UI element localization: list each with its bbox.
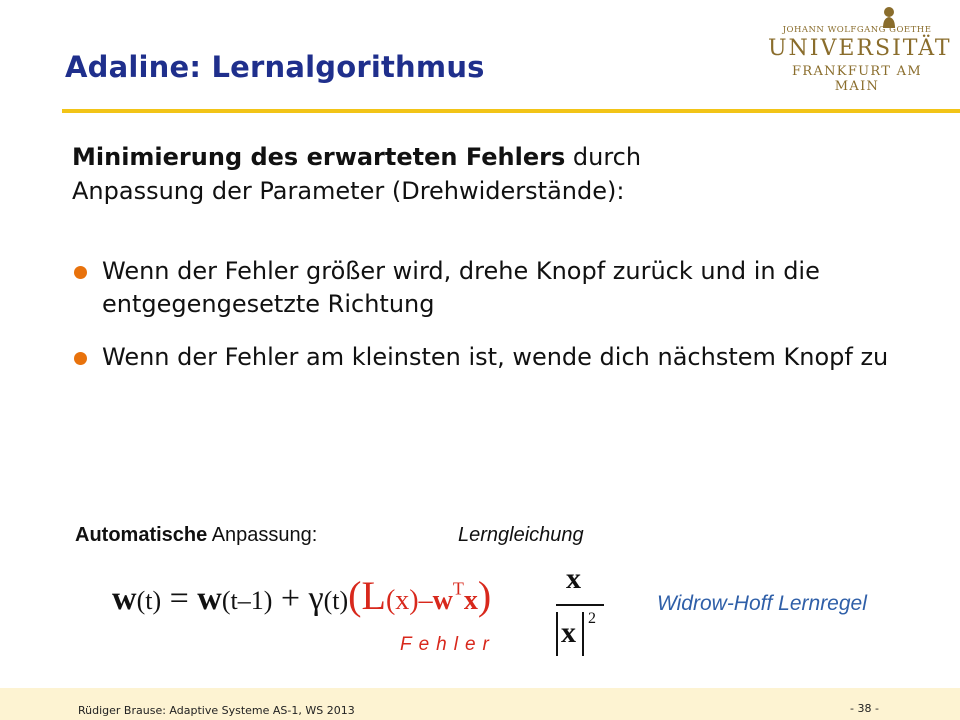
logo-university: UNIVERSITÄT bbox=[768, 36, 952, 61]
formula-fraction bbox=[556, 562, 620, 662]
formula-red-close: ) bbox=[477, 573, 492, 618]
bullet-dot-icon bbox=[74, 266, 87, 279]
auto-bold: Automatische bbox=[75, 524, 208, 546]
intro-line2: Anpassung der Parameter (Drehwiderstände): bbox=[72, 177, 625, 205]
learning-formula bbox=[112, 572, 491, 632]
lerngleichung-label: Lerngleichung bbox=[458, 524, 584, 546]
formula-red-w: w bbox=[432, 585, 453, 616]
intro-bold: Minimierung des erwarteten Fehlers bbox=[72, 143, 566, 171]
formula-t3: (t) bbox=[323, 586, 349, 615]
bullet-item bbox=[72, 255, 912, 321]
formula-t2: (t–1) bbox=[221, 586, 273, 615]
bullet-item bbox=[72, 341, 912, 374]
title-underline bbox=[62, 109, 960, 113]
logo-top-line: JOHANN WOLFGANG GOETHE bbox=[782, 25, 932, 35]
university-logo bbox=[768, 6, 952, 94]
formula-t1: (t) bbox=[136, 586, 162, 615]
formula-red-sup: T bbox=[452, 578, 464, 599]
intro-text bbox=[72, 140, 892, 208]
fraction-bar bbox=[556, 604, 604, 606]
formula-eq: = bbox=[161, 580, 198, 617]
footer-author: Rüdiger Brause: Adaptive Systeme AS-1, WS 2013 bbox=[78, 704, 355, 717]
fraction-exponent: 2 bbox=[588, 610, 596, 627]
bullet-text: Wenn der Fehler größer wird, drehe Knopf zurück und in die entgegengesetzte Richtung bbox=[102, 257, 820, 318]
auto-label bbox=[75, 524, 317, 547]
logo-city: FRANKFURT AM MAIN bbox=[792, 64, 922, 94]
formula-red-open: (L bbox=[348, 573, 386, 618]
fraction-denominator: x bbox=[561, 616, 576, 649]
formula-red-x2: x bbox=[463, 585, 478, 616]
intro-rest: durch bbox=[565, 143, 642, 171]
bullet-text: Wenn der Fehler am kleinsten ist, wende dich nächstem Knopf zu bbox=[102, 343, 889, 371]
formula-error-term bbox=[348, 573, 491, 618]
fehler-label: Fehler bbox=[400, 634, 496, 655]
widrow-hoff-label: Widrow-Hoff Lernregel bbox=[657, 592, 867, 615]
formula-red-minus: – bbox=[418, 585, 433, 616]
formula-w1: w bbox=[112, 580, 137, 617]
footer-bar bbox=[0, 688, 960, 720]
formula-gamma: γ bbox=[308, 580, 324, 617]
auto-rest: Anpassung: bbox=[207, 524, 318, 546]
fraction-numerator: x bbox=[566, 562, 581, 595]
bullet-dot-icon bbox=[74, 352, 87, 365]
formula-w2: w bbox=[197, 580, 222, 617]
formula-red-x: (x) bbox=[385, 585, 419, 616]
formula-plus: + bbox=[272, 580, 309, 617]
page-number: - 38 - bbox=[850, 702, 879, 715]
bullet-list bbox=[72, 255, 912, 394]
slide-title: Adaline: Lernalgorithmus bbox=[65, 50, 485, 84]
